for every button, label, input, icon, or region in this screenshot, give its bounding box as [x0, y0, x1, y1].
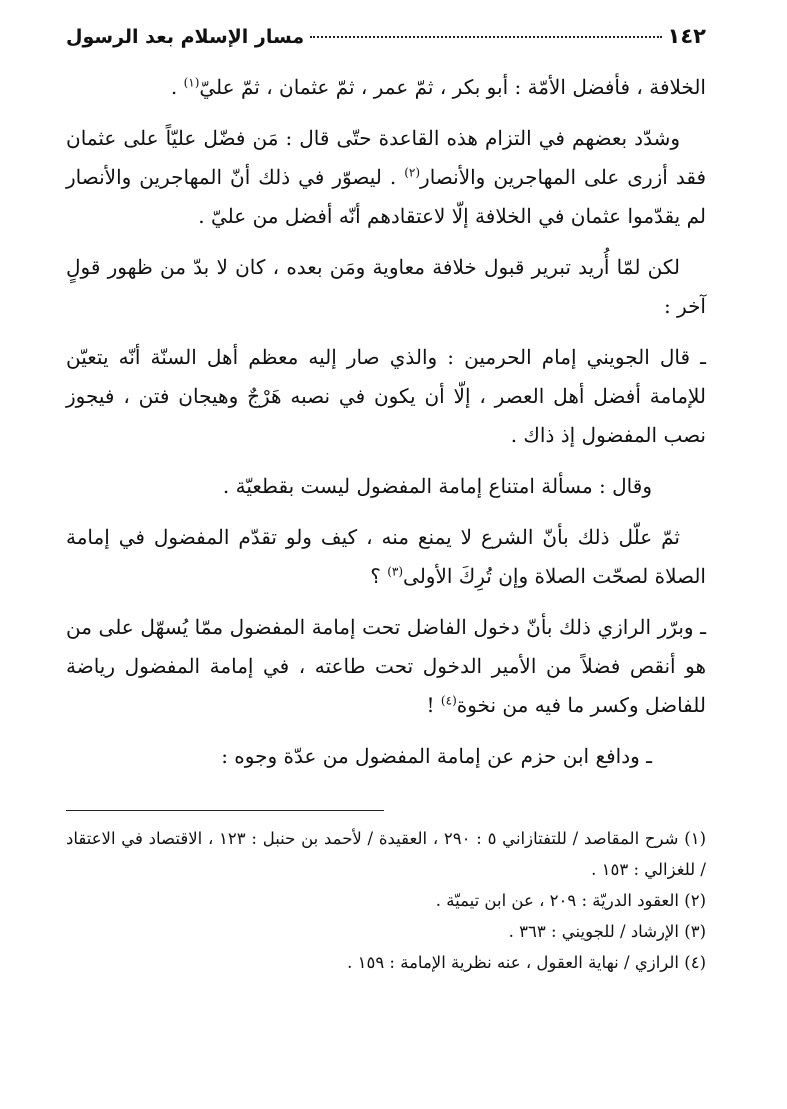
footnote: (١) شرح المقاصد / للتفتازاني ٥ : ٢٩٠ ، العقيدة / لأحمد بن حنبل : ١٢٣ ، الاقتصاد في الاعتقاد / للغزالي : ١٥٣ . [66, 829, 706, 879]
footnote-ref[interactable]: (٤) [440, 693, 457, 708]
paragraph: وشدّد بعضهم في التزام هذه القاعدة حتّى قال : مَن فضّل عليّاً على عثمان فقد أزرى على المهاجرين والأنصار$^{(٢)}$ . ليصوّر في ذلك أنّ المهاجرين والأنصار لم يقدّموا عثمان في الخلافة إلّا لاعتقادهم أنّه أفضل من عليّ . [66, 126, 707, 228]
footnote-ref[interactable]: (٣) [387, 564, 404, 579]
footnote-ref[interactable]: (٢) [404, 165, 421, 180]
main-text [66, 68, 706, 776]
page-number: ١٤٢ [667, 24, 706, 48]
paragraph: ـ ودافع ابن حزم عن إمامة المفضول من عدّة وجوه : [221, 744, 652, 768]
footnote-ref[interactable]: (١) [183, 75, 200, 90]
paragraph: وقال : مسألة امتناع إمامة المفضول ليست بقطعيّة . [222, 474, 652, 498]
running-title: مسار الإسلام بعد الرسول [66, 26, 305, 48]
footnote: (٤) الرازي / نهاية العقول ، عنه نظرية الإمامة : ١٥٩ . [347, 953, 706, 972]
paragraph: ثمّ علّل ذلك بأنّ الشرع لا يمنع منه ، كيف ولو تقدّم المفضول في إمامة الصلاة لصحّت الصلاة وإن تُرِكَ الأولى$^{(٣)}$ ؟ [66, 525, 706, 588]
header-leader-dots [310, 36, 661, 38]
paragraph: الخلافة ، فأفضل الأمّة : أبو بكر ، ثمّ عمر ، ثمّ عثمان ، ثمّ عليّ$^{(١)}$ . [170, 75, 706, 99]
paragraph: ـ قال الجويني إمام الحرمين : والذي صار إليه معظم أهل السنّة أنّه يتعيّن للإمامة أفضل أهل العصر ، إلّا أن يكون في نصبه هَرْجٌ وهيجان فتن ، فيجوز نصب المفضول إذ ذاك . [66, 345, 706, 447]
running-header [66, 24, 706, 58]
book-page [66, 24, 706, 978]
footnote-separator [66, 810, 384, 811]
paragraph: لكن لمّا أُريد تبرير قبول خلافة معاوية ومَن بعده ، كان لا بدّ من ظهور قولٍ آخر : [66, 255, 706, 318]
footnotes [66, 823, 706, 978]
paragraph: ـ وبرّر الرازي ذلك بأنّ دخول الفاضل تحت إمامة المفضول ممّا يُسهّل على من هو أنقص فضلاً من الأمير الدخول تحت طاعته ، في إمامة المفضول رياضة للفاضل وكسر ما فيه من نخوة$^{(٤)}$ ! [66, 615, 706, 717]
footnote: (٢) العقود الدريّة : ٢٠٩ ، عن ابن تيميّة . [435, 891, 706, 910]
footnote: (٣) الإرشاد / للجويني : ٣٦٣ . [508, 922, 706, 941]
